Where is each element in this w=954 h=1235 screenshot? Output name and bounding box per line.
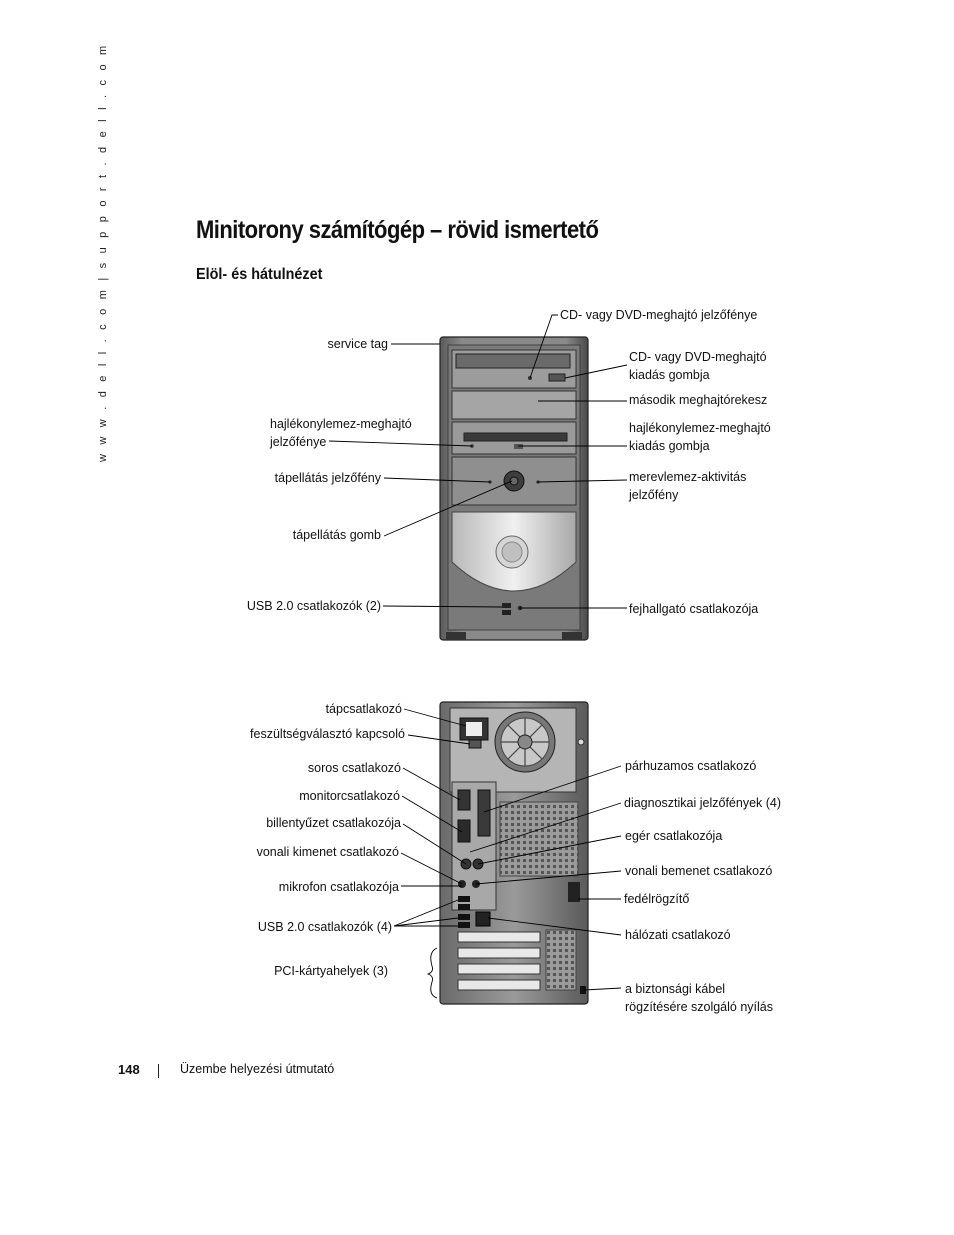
label-cover-latch: fedélrögzítő (624, 892, 690, 906)
label-cd-light: CD- vagy DVD-meghajtó jelzőfénye (560, 308, 758, 322)
section-subtitle: Elöl- és hátulnézet (196, 266, 323, 283)
footer-divider (158, 1064, 159, 1078)
label-voltage-switch: feszültségválasztó kapcsoló (250, 727, 405, 741)
label-monitor: monitorcsatlakozó (299, 789, 400, 803)
label-security-slot: a biztonsági kábel rögzítésére szolgáló nyílás (625, 982, 773, 1014)
footer-text: Üzembe helyezési útmutató (180, 1062, 335, 1076)
page-number: 148 (118, 1062, 140, 1077)
label-headphone: fejhallgató csatlakozója (629, 602, 759, 616)
label-floppy-light: hajlékonylemez-meghajtó jelzőfénye (270, 417, 412, 449)
label-front-usb: USB 2.0 csatlakozók (2) (246, 599, 381, 613)
label-floppy-eject: hajlékonylemez-meghajtó kiadás gombja (629, 421, 771, 453)
back-tower (440, 702, 588, 1004)
label-service-tag: service tag (327, 337, 388, 351)
label-parallel: párhuzamos csatlakozó (625, 759, 757, 773)
label-network: hálózati csatlakozó (625, 928, 731, 942)
label-line-in: vonali bemenet csatlakozó (625, 864, 773, 878)
label-power-light: tápellátás jelzőfény (274, 471, 381, 485)
label-keyboard: billentyűzet csatlakozója (266, 816, 401, 830)
label-hdd-light: merevlemez-aktivitás jelzőfény (629, 470, 747, 502)
label-pci-slots: PCI-kártyahelyek (3) (274, 964, 388, 978)
label-second-bay: második meghajtórekesz (629, 393, 768, 407)
label-back-usb: USB 2.0 csatlakozók (4) (257, 920, 392, 934)
side-url: w w w . d e l l . c o m | s u p p o r t . d e l l . c o m (97, 42, 109, 462)
label-serial: soros csatlakozó (307, 761, 401, 775)
label-power-connector: tápcsatlakozó (325, 702, 402, 716)
label-microphone: mikrofon csatlakozója (278, 880, 399, 894)
label-cd-eject: CD- vagy DVD-meghajtó kiadás gombja (629, 350, 767, 382)
page-title: Minitorony számítógép – rövid ismertető (196, 216, 599, 244)
label-line-out: vonali kimenet csatlakozó (256, 845, 399, 859)
label-power-button: tápellátás gomb (292, 528, 381, 542)
label-diagnostic: diagnosztikai jelzőfények (4) (624, 796, 782, 810)
label-mouse: egér csatlakozója (625, 829, 723, 843)
front-tower (440, 337, 588, 640)
